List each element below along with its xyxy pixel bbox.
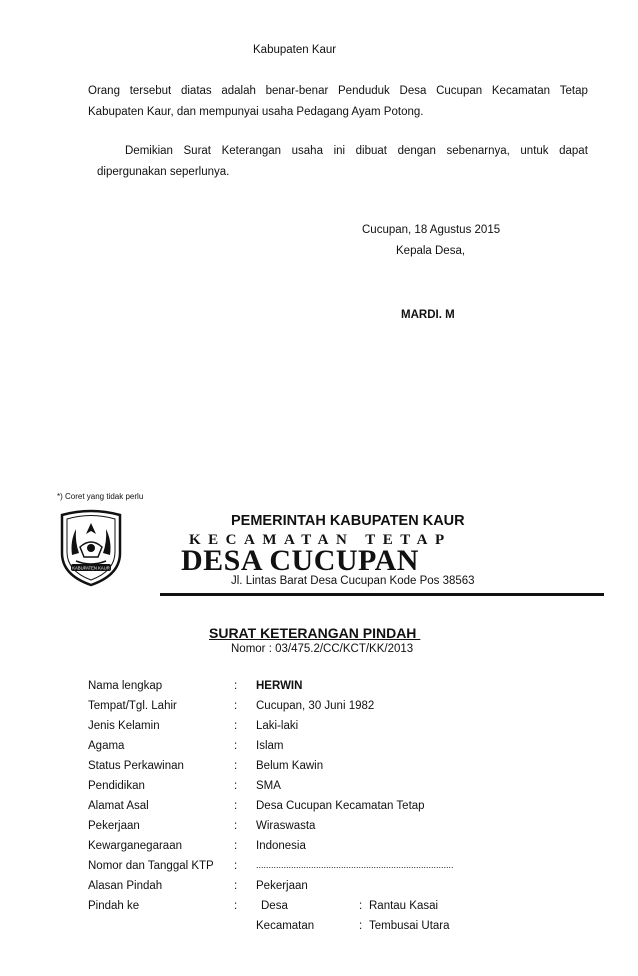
word: Surat bbox=[183, 145, 212, 157]
word: Demikian bbox=[125, 145, 173, 157]
word: benar-benar bbox=[265, 85, 329, 97]
subfield-label-desa: Desa bbox=[261, 900, 288, 912]
field-value: Indonesia bbox=[256, 840, 306, 852]
field-colon: : bbox=[234, 680, 238, 692]
field-row-citizenship bbox=[88, 840, 588, 860]
word: Tetap bbox=[559, 85, 588, 97]
paragraph-resident-line2: Kabupaten Kaur, dan mempunyai usaha Pedagang Ayam Potong. bbox=[88, 106, 424, 118]
field-colon: : bbox=[234, 720, 238, 732]
field-colon: : bbox=[234, 880, 238, 892]
field-row-birth bbox=[88, 700, 588, 720]
subfield-colon: : bbox=[359, 900, 363, 912]
word: Keterangan bbox=[221, 145, 282, 157]
regency-line: Kabupaten Kaur bbox=[253, 44, 337, 56]
field-row-marital bbox=[88, 760, 588, 780]
field-value-blank: ............................................................................... bbox=[256, 860, 454, 870]
field-label: Jenis Kelamin bbox=[88, 720, 160, 732]
word: tersebut bbox=[129, 85, 172, 97]
field-row-name bbox=[88, 680, 588, 700]
subfield-value-desa: Rantau Kasai bbox=[369, 900, 439, 912]
field-value: Wiraswasta bbox=[256, 820, 316, 832]
field-label: Nama lengkap bbox=[88, 680, 163, 692]
subfield-value-kecamatan: Tembusai Utara bbox=[369, 920, 450, 932]
emblem-banner-text: KABUPATEN KAUR bbox=[72, 565, 110, 571]
document-title: SURAT KETERANGAN PINDAH bbox=[209, 625, 421, 641]
field-value: Islam bbox=[256, 740, 284, 752]
letterhead-address: Jl. Lintas Barat Desa Cucupan Kode Pos 38563 bbox=[231, 575, 475, 587]
word: Kecamatan bbox=[491, 85, 551, 97]
field-colon: : bbox=[234, 800, 238, 812]
field-value: Desa Cucupan Kecamatan Tetap bbox=[256, 800, 425, 812]
field-colon: : bbox=[234, 780, 238, 792]
subfield-label-kecamatan: Kecamatan bbox=[256, 920, 315, 932]
word: dapat bbox=[559, 145, 588, 157]
paragraph-closing-line1 bbox=[125, 145, 588, 157]
field-label: Agama bbox=[88, 740, 125, 752]
word: usaha bbox=[291, 145, 323, 157]
field-value: Laki-laki bbox=[256, 720, 299, 732]
paragraph-closing-line2: dipergunakan seperlunya. bbox=[97, 166, 230, 178]
word: Desa bbox=[399, 85, 427, 97]
field-label: Tempat/Tgl. Lahir bbox=[88, 700, 177, 712]
field-label: Alasan Pindah bbox=[88, 880, 163, 892]
word: Cucupan bbox=[436, 85, 483, 97]
kaur-emblem-icon bbox=[58, 509, 124, 587]
word: diatas bbox=[180, 85, 212, 97]
word: untuk bbox=[520, 145, 549, 157]
word: Penduduk bbox=[338, 85, 390, 97]
subfield-colon: : bbox=[359, 920, 363, 932]
field-label: Pendidikan bbox=[88, 780, 145, 792]
field-label: Pindah ke bbox=[88, 900, 140, 912]
field-row-move-to bbox=[88, 900, 588, 920]
field-colon: : bbox=[234, 900, 238, 912]
field-value: Belum Kawin bbox=[256, 760, 324, 772]
word: ini bbox=[333, 145, 346, 157]
letterhead-government: PEMERINTAH KABUPATEN KAUR bbox=[231, 513, 465, 529]
field-value: Cucupan, 30 Juni 1982 bbox=[256, 700, 375, 712]
field-label: Pekerjaan bbox=[88, 820, 140, 832]
field-label: Nomor dan Tanggal KTP bbox=[88, 860, 214, 872]
field-colon: : bbox=[234, 700, 238, 712]
field-label: Kewarganegaraan bbox=[88, 840, 182, 852]
field-value: HERWIN bbox=[256, 680, 303, 692]
field-row-religion bbox=[88, 740, 588, 760]
field-colon: : bbox=[234, 740, 238, 752]
field-colon: : bbox=[234, 860, 238, 872]
field-colon: : bbox=[234, 840, 238, 852]
field-row-gender bbox=[88, 720, 588, 740]
field-row-occupation bbox=[88, 820, 588, 840]
field-value: Pekerjaan bbox=[256, 880, 308, 892]
word: dengan bbox=[397, 145, 436, 157]
signer-position: Kepala Desa, bbox=[396, 245, 466, 257]
word: adalah bbox=[221, 85, 256, 97]
document-number: Nomor : 03/475.2/CC/KCT/KK/2013 bbox=[231, 643, 414, 655]
word: sebenarnya, bbox=[446, 145, 510, 157]
field-colon: : bbox=[234, 760, 238, 772]
field-label: Alamat Asal bbox=[88, 800, 149, 812]
field-value: SMA bbox=[256, 780, 281, 792]
letterhead-divider bbox=[160, 593, 604, 596]
letterhead-district: KECAMATAN TETAP bbox=[189, 532, 452, 548]
signer-name: MARDI. M bbox=[401, 309, 455, 321]
field-row-origin-address bbox=[88, 800, 588, 820]
field-row-education bbox=[88, 780, 588, 800]
field-row-move-to-kecamatan bbox=[88, 920, 588, 940]
field-colon: : bbox=[234, 820, 238, 832]
letterhead-village: DESA CUCUPAN bbox=[181, 544, 419, 577]
field-row-move-reason bbox=[88, 880, 588, 900]
field-row-ktp bbox=[88, 860, 588, 880]
field-label: Status Perkawinan bbox=[88, 760, 184, 772]
word: Orang bbox=[88, 85, 120, 97]
place-date: Cucupan, 18 Agustus 2015 bbox=[362, 224, 501, 236]
word: dibuat bbox=[355, 145, 387, 157]
footnote: *) Coret yang tidak perlu bbox=[57, 492, 144, 501]
paragraph-resident-line1 bbox=[88, 85, 588, 97]
